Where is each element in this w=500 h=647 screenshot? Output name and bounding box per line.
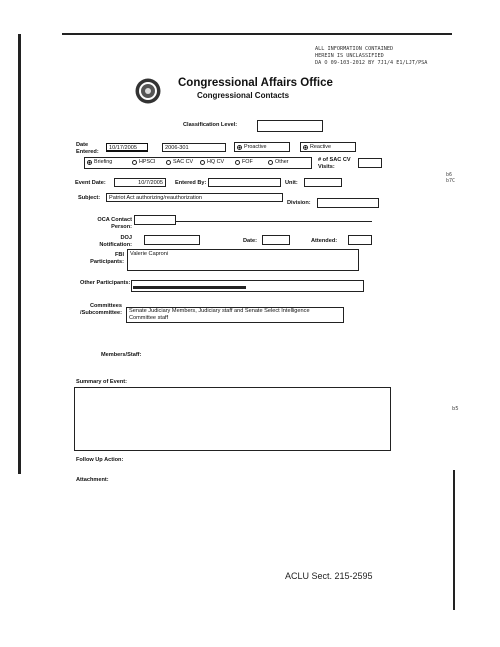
- scan-right-edge: [453, 470, 455, 610]
- scan-top-edge: [62, 33, 452, 35]
- reactive-option[interactable]: [300, 142, 356, 152]
- proactive-label: Proactive: [244, 144, 267, 150]
- committees-label: Committees /Subcommittee:: [80, 303, 122, 316]
- date-entered-field[interactable]: [106, 143, 148, 152]
- classification-stamp-3: DA O 09-103-2012 BY 7J1/4 E1/LJT/PSA: [315, 60, 428, 66]
- classification-field[interactable]: [257, 120, 323, 132]
- bates-number: ACLU Sect. 215-2595: [285, 571, 373, 581]
- contact-type-fof[interactable]: [235, 159, 253, 165]
- other-participants-bar: [133, 286, 246, 289]
- fbi-participants-field[interactable]: [127, 249, 359, 271]
- record-number-value: 2006-301: [165, 145, 189, 151]
- members-staff-label: Members/Staff:: [101, 352, 142, 358]
- contact-type-briefing[interactable]: [87, 159, 112, 165]
- contact-type-label: Other: [275, 159, 289, 165]
- subject-value: Patriot Act authorizing/reauthorization: [109, 195, 202, 201]
- entered-by-label: Entered By:: [175, 180, 207, 186]
- committees-field[interactable]: [126, 307, 344, 323]
- page-title: Congressional Affairs Office: [178, 77, 333, 89]
- fbi-participants-value: Valerie Caproni: [130, 251, 169, 257]
- date-entered-label: Date Entered:: [76, 142, 99, 155]
- fbi-participants-label: FBI Participants:: [90, 252, 124, 265]
- margin-mark-b5: b5: [452, 406, 459, 412]
- oca-contact-underline: [176, 221, 372, 222]
- contact-type-label: HQ CV: [207, 159, 225, 165]
- page-subtitle: Congressional Contacts: [197, 91, 290, 100]
- division-label: Division:: [287, 200, 311, 206]
- fbi-seal-icon: [135, 78, 161, 104]
- contact-type-sac-cv[interactable]: [166, 159, 193, 165]
- contact-type-hpsci[interactable]: [132, 159, 155, 165]
- margin-mark-b6-b7c: b6 b7C: [446, 172, 456, 184]
- event-date-value: 10/7/2005: [138, 180, 163, 186]
- division-field[interactable]: [317, 198, 379, 208]
- contact-type-label: SAC CV: [173, 159, 194, 165]
- fof-radio-icon: [235, 160, 240, 165]
- scan-left-edge: [18, 34, 21, 474]
- date-label: Date:: [243, 238, 257, 244]
- event-date-field[interactable]: [114, 178, 166, 187]
- contact-type-hq-cv[interactable]: [200, 159, 224, 165]
- doj-notification-field[interactable]: [144, 235, 200, 245]
- proactive-radio-icon: [237, 145, 242, 150]
- subject-field[interactable]: [106, 193, 283, 202]
- unit-label: Unit:: [285, 180, 298, 186]
- other-participants-label: Other Participants:: [80, 280, 131, 286]
- attended-label: Attended:: [311, 238, 338, 244]
- contact-type-label: HPSCI: [139, 159, 156, 165]
- oca-contact-label: OCA Contact Person:: [97, 217, 132, 230]
- attended-field[interactable]: [348, 235, 372, 245]
- reactive-radio-icon: [303, 145, 308, 150]
- contact-type-label: FOF: [242, 159, 253, 165]
- oca-contact-field[interactable]: [134, 215, 176, 225]
- classification-label: Classification Level:: [183, 122, 238, 128]
- briefing-radio-icon: [87, 160, 92, 165]
- hpsci-radio-icon: [132, 160, 137, 165]
- summary-field[interactable]: [74, 387, 391, 451]
- committees-value-line-1: Senate Judiciary Members, Judiciary staff and Senate Select Intelligence: [129, 308, 310, 314]
- reactive-label: Reactive: [310, 144, 331, 150]
- subject-label: Subject:: [78, 195, 101, 201]
- num-sac-visits-field[interactable]: [358, 158, 382, 168]
- contact-type-other[interactable]: [268, 159, 288, 165]
- record-number-field[interactable]: [162, 143, 226, 152]
- date-field[interactable]: [262, 235, 290, 245]
- doj-notification-label: DOJ Notification:: [99, 235, 132, 248]
- hq-cv-radio-icon: [200, 160, 205, 165]
- summary-label: Summary of Event:: [76, 379, 127, 385]
- classification-stamp-2: HEREIN IS UNCLASSIFIED: [315, 53, 384, 59]
- unit-field[interactable]: [304, 178, 342, 187]
- proactive-option[interactable]: [234, 142, 290, 152]
- date-entered-value: 10/17/2005: [109, 145, 137, 151]
- classification-stamp-1: ALL INFORMATION CONTAINED: [315, 46, 394, 52]
- follow-up-label: Follow Up Action:: [76, 457, 124, 463]
- entered-by-field[interactable]: [208, 178, 281, 187]
- contact-type-label: Briefing: [94, 159, 113, 165]
- attachment-label: Attachment:: [76, 477, 109, 483]
- other-radio-icon: [268, 160, 273, 165]
- sac-cv-radio-icon: [166, 160, 171, 165]
- event-date-label: Event Date:: [75, 180, 106, 186]
- committees-value-line-2: Committee staff: [129, 315, 169, 321]
- num-sac-visits-label: # of SAC CV Visits:: [318, 157, 351, 170]
